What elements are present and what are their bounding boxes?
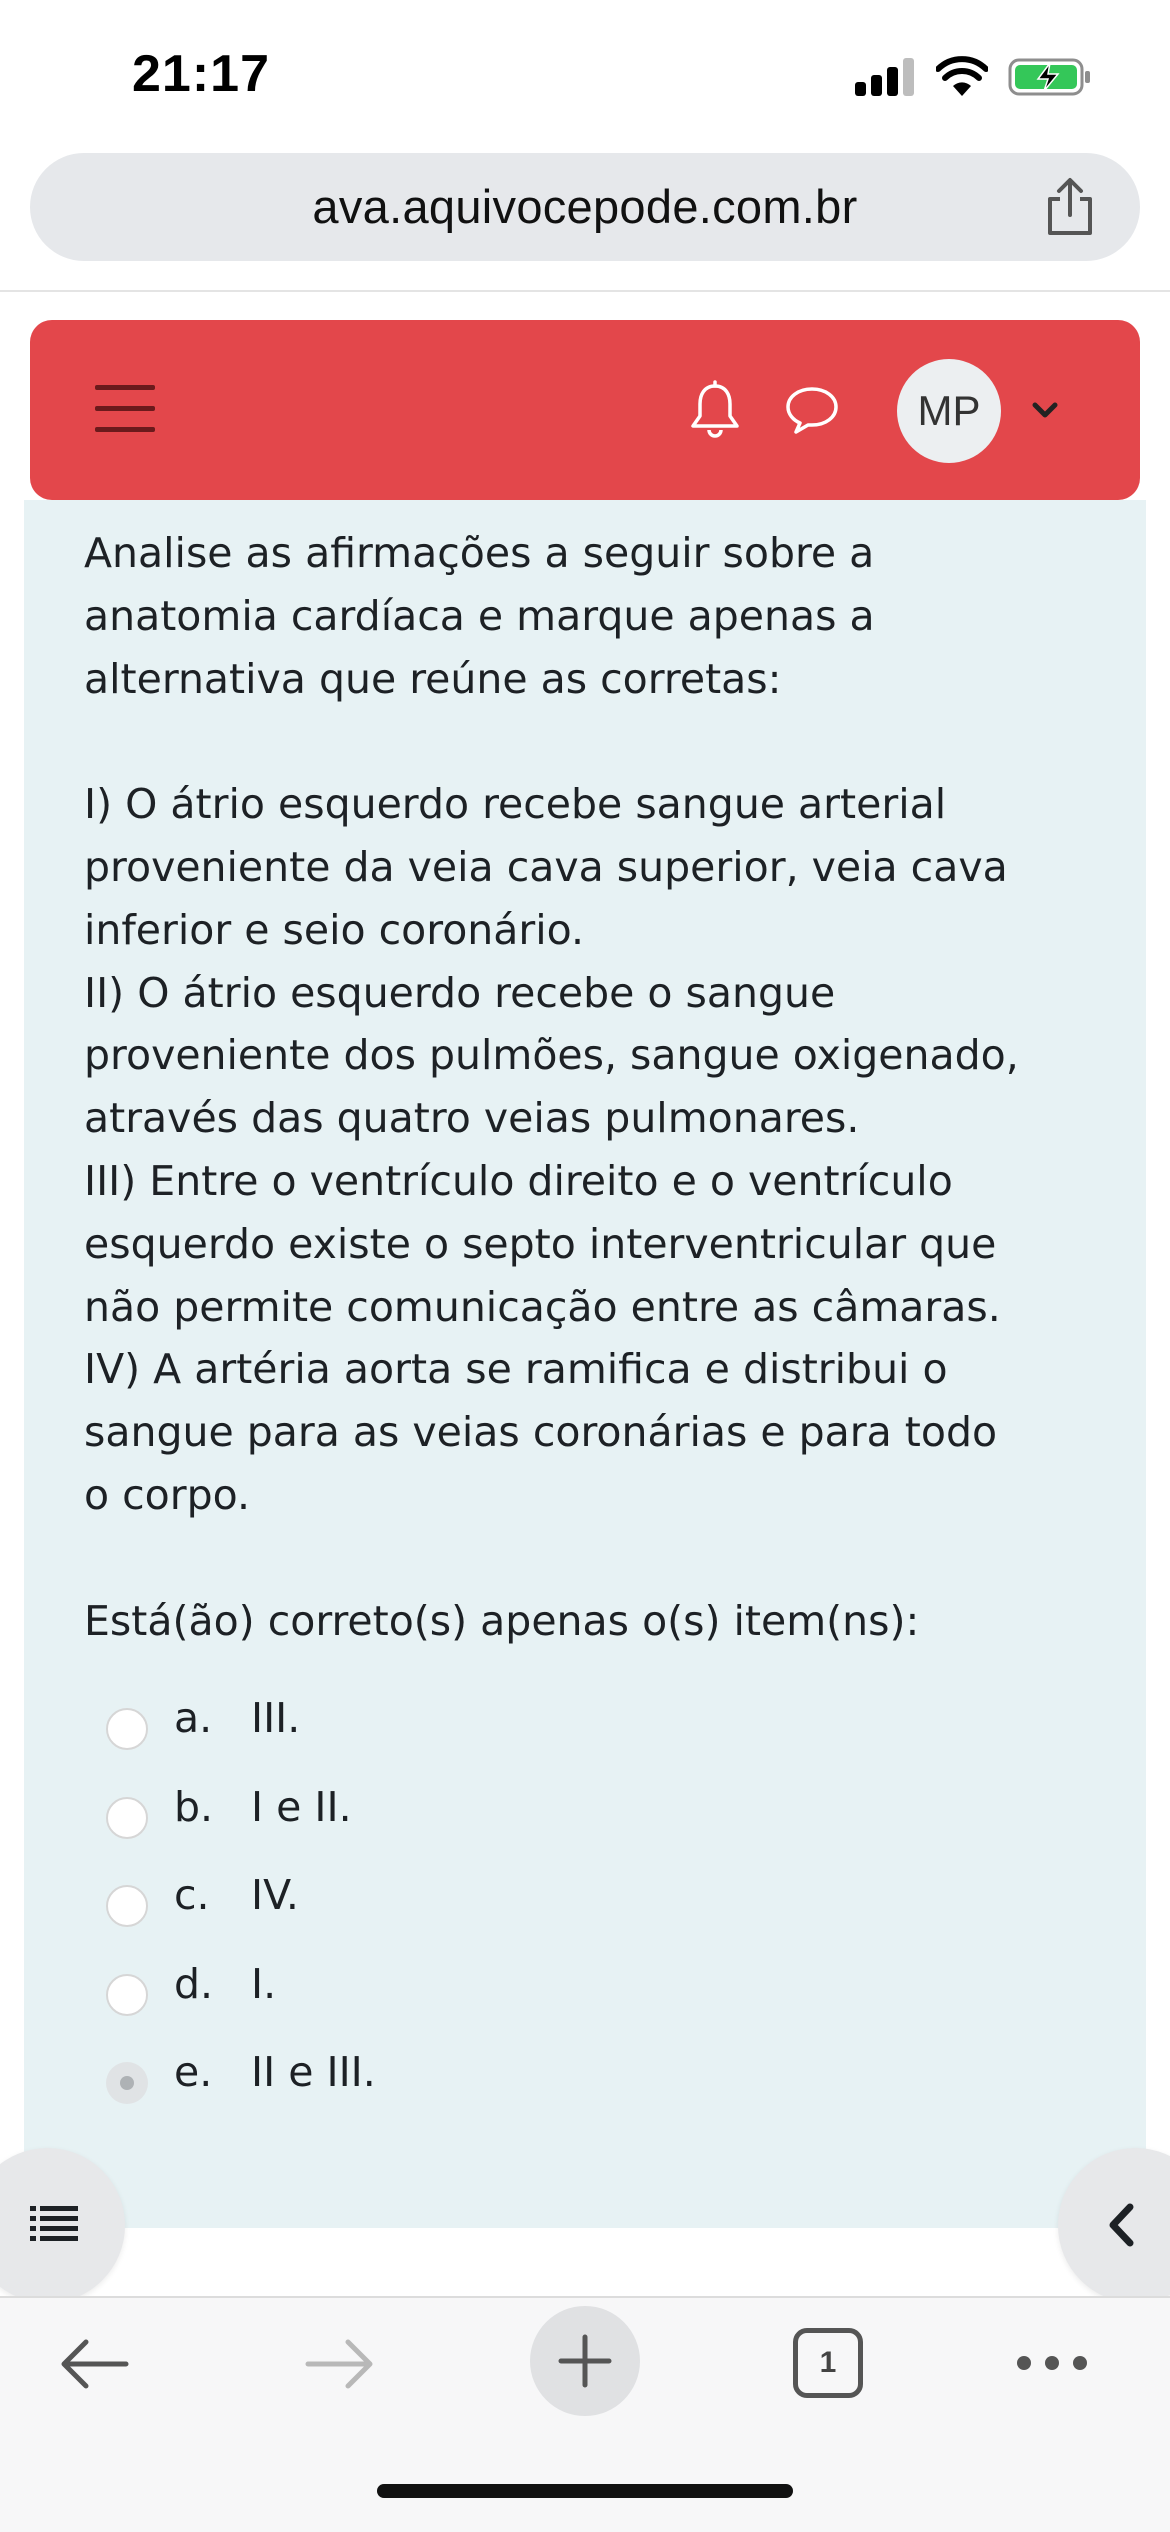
radio-button[interactable] [106,1708,148,1750]
option-text: I. [251,1960,277,2008]
chevron-left-icon [1106,2202,1136,2248]
plus-icon [557,2333,613,2389]
option-text: I e II. [251,1783,352,1831]
statement-line: proveniente da veia cava superior, veia cava [84,842,1008,891]
option-letter: d. [174,1960,214,2008]
statement-line: esquerdo existe o septo interventricular que [84,1219,997,1268]
option-text: III. [251,1694,301,1742]
more-icon[interactable] [1016,2353,1088,2373]
option-letter: c. [174,1871,210,1919]
forward-arrow-icon[interactable] [302,2334,376,2394]
answer-option-b[interactable] [106,1783,806,1843]
question-intro-line: anatomia cardíaca e marque apenas a [84,591,875,640]
question-content [24,500,1146,2228]
course-index-icon [30,2204,78,2244]
battery-charging-icon [1008,58,1092,96]
status-bar [0,0,1170,150]
question-intro-line: Analise as afirmações a seguir sobre a [84,529,875,577]
statement-line: II) O átrio esquerdo recebe o sangue [84,968,836,1017]
answer-option-a[interactable] [106,1694,806,1754]
option-text: IV. [251,1871,299,1919]
statement-line: I) O átrio esquerdo recebe sangue arterial [84,780,947,829]
home-indicator [377,2484,793,2498]
radio-button-selected[interactable] [106,2062,148,2104]
status-time: 21:17 [132,45,270,103]
bell-icon[interactable] [688,380,742,440]
chevron-down-icon[interactable] [1030,396,1060,424]
question-text [84,522,1114,1652]
chat-icon[interactable] [784,384,840,436]
menu-icon[interactable] [95,385,155,433]
url-text[interactable]: ava.aquivocepode.com.br [312,180,858,233]
statement-line: IV) A artéria aorta se ramifica e distribui o [84,1345,948,1394]
answer-option-d[interactable] [106,1960,806,2020]
radio-button[interactable] [106,1885,148,1927]
statement-line: através das quatro veias pulmonares. [84,1094,860,1143]
answer-option-c[interactable] [106,1871,806,1931]
option-letter: b. [174,1783,214,1831]
back-arrow-icon[interactable] [58,2334,132,2394]
statement-line: o corpo. [84,1470,251,1519]
statement-line: proveniente dos pulmões, sangue oxigenado, [84,1031,1019,1080]
divider [0,290,1170,292]
new-tab-button[interactable] [530,2306,640,2416]
address-bar[interactable] [30,153,1140,261]
statement-line: sangue para as veias coronárias e para todo [84,1408,998,1457]
cellular-signal-icon [855,58,915,96]
answer-option-e[interactable] [106,2048,806,2108]
avatar[interactable]: MP [897,359,1001,463]
radio-button[interactable] [106,1797,148,1839]
option-text: II e III. [251,2048,376,2096]
wifi-icon [936,56,988,98]
question-prompt: Está(ão) correto(s) apenas o(s) item(ns): [84,1596,920,1645]
question-intro-line: alternativa que reúne as corretas: [84,654,782,703]
share-icon[interactable] [1042,177,1098,237]
option-letter: e. [174,2048,213,2096]
site-header [30,320,1140,500]
tabs-button[interactable]: 1 [793,2328,863,2398]
statement-line: III) Entre o ventrículo direito e o ventrículo [84,1156,953,1205]
option-letter: a. [174,1694,213,1742]
statement-line: não permite comunicação entre as câmaras. [84,1282,1001,1331]
radio-button[interactable] [106,1974,148,2016]
statement-line: inferior e seio coronário. [84,905,585,954]
